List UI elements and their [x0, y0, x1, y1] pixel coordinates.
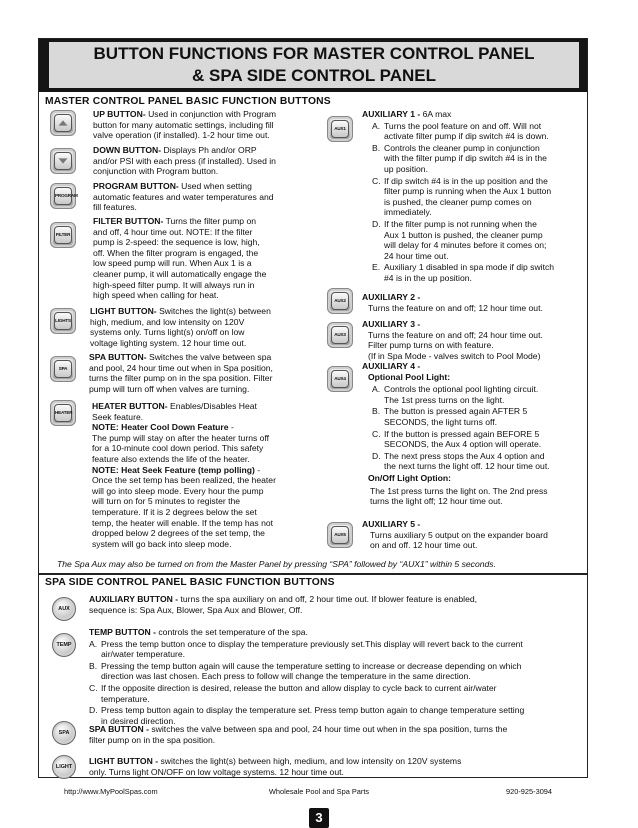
spaside-spa-desc: SPA BUTTON - switches the valve between spa and pool, 24 hour time out when in the spa position, turns the filter pump on in the spa position.	[89, 724, 508, 745]
list-item-line: activate filter pump if dip switch #4 is down.	[384, 131, 549, 142]
list-item	[362, 176, 584, 218]
up-button-desc: UP BUTTON- Used in conjunction with Program button for many automatic settings, including fill valve operation (if installed). 1-2 hour time out.	[93, 109, 277, 141]
spaside-aux-desc: AUXILIARY BUTTON - turns the spa auxiliary on and off, 2 hour time out. If blower feature is enabled, sequence is: Spa Aux, Blower, Spa Aux and Blower, Off.	[89, 594, 478, 615]
filter-button-image: FILTER	[50, 222, 76, 248]
list-item-line: Pressing the temp button again will cause the temperature setting to increase or decrease depending on which	[101, 660, 522, 671]
title-line-2: & SPA SIDE CONTROL PANEL	[191, 66, 436, 85]
aux1-items	[362, 121, 584, 284]
aux3-desc: AUXILIARY 3 - Turns the feature on and off; 24 hour time out. Filter pump turns on with feature. (If in Spa Mode - valves switch to Pool Mode)	[362, 319, 543, 361]
down-button-desc: DOWN BUTTON- Displays Ph and/or ORP and/or PSI with each press (if installed). Used in conjunction with Program button.	[93, 145, 276, 177]
list-item-marker: B.	[89, 660, 98, 671]
list-item-text	[384, 429, 541, 450]
list-item-marker: A.	[89, 638, 98, 649]
list-item-text	[384, 262, 554, 283]
spaside-aux-button-image: AUX	[52, 597, 76, 621]
list-item-line: If dip switch #4 is in the up position and the	[384, 175, 548, 186]
list-item-line: will delay for 4 minutes before it comes on;	[384, 240, 547, 251]
aux3-button-image: AUX3	[327, 322, 353, 348]
list-item-line: the next turns the light off. 12 hour time out.	[384, 461, 550, 472]
list-item-text	[384, 384, 538, 405]
list-item-marker: E.	[372, 262, 381, 273]
list-item-text	[384, 143, 547, 175]
list-item	[362, 143, 584, 175]
list-item	[362, 451, 584, 472]
aux1-desc: AUXILIARY 1 - 6A max A. Turns the pool feature on and off. Will not activate filter pump if dip switch #4 is down. B. Controls the cleaner pump in conjunction with the filter pump if dip switch #4 is in the up position. C. If dip switch #4 is in the up position and the filter pump is running when the Aux 1 button is pushed, the cleaner pump comes on immediately. D. If the filter pump is not running when the Aux 1 button is pushed, the cleaner pump will delay for 4 minutes before it comes on; 24 hour time out. E. Auxiliary 1 disabled in spa mode if dip switch #4 is in the up position.	[362, 109, 584, 284]
list-item-line: Auxiliary 1 disabled in spa mode if dip switch	[384, 262, 555, 273]
spaside-section-title: SPA SIDE CONTROL PANEL BASIC FUNCTION BUTTONS	[45, 577, 335, 588]
lights-button-image: LIGHTS	[50, 308, 76, 334]
up-button-image	[50, 110, 76, 136]
list-item-line: filter pump is running when the Aux 1 button	[384, 186, 552, 197]
list-item-marker: B.	[372, 142, 381, 153]
list-item-line: Aux 1 button is pushed, the cleaner pump	[384, 229, 543, 240]
master-section-title: MASTER CONTROL PANEL BASIC FUNCTION BUTTONS	[45, 96, 331, 107]
spaside-light-button-image: LIGHT	[52, 755, 76, 779]
list-item-line: is pushed, the cleaner pump comes on	[384, 196, 532, 207]
list-item-line: The 1st press turns on the light.	[384, 394, 505, 405]
temp-items	[89, 639, 585, 727]
aux1-button-image: AUX1	[327, 116, 353, 142]
light-button-desc: LIGHT BUTTON- Switches the light(s) between high, medium, and low intensity on 120V systems only. Turns light(s) on/off on low voltage lighting system. 12 hour time out.	[90, 306, 271, 348]
list-item-marker: B.	[372, 406, 381, 417]
spaside-spa-button-image: SPA	[52, 721, 76, 745]
list-item-line: Turns the pool feature on and off. Will not	[384, 120, 542, 131]
list-item-line: The next press stops the Aux 4 option and	[384, 450, 545, 461]
heater-button-image: HEATER	[50, 400, 76, 426]
title-line-1: BUTTON FUNCTIONS FOR MASTER CONTROL PANEL	[93, 44, 535, 63]
list-item-marker: D.	[372, 450, 381, 461]
list-item-line: Press the temp button once to display the temperature previously set.This display will revert back to the current	[101, 638, 523, 649]
down-button-image	[50, 148, 76, 174]
list-item	[362, 262, 584, 283]
list-item-text	[384, 176, 551, 218]
list-item	[362, 406, 584, 427]
list-item-line: Press temp button again to display the temperature set. Press temp button again to change temperature setting	[101, 705, 525, 716]
list-item-marker: D.	[89, 705, 98, 716]
list-item-marker: C.	[372, 428, 381, 439]
page-number: 3	[309, 808, 329, 828]
footer-center: Wholesale Pool and Spa Parts	[268, 787, 370, 796]
page-title	[49, 42, 579, 88]
list-item-line: immediately.	[384, 207, 432, 218]
filter-button-desc: FILTER BUTTON- Turns the filter pump on and off, 4 hour time out. NOTE: If the filter pump is 2-speed: the sequence is low, high, off. When the filter program is engaged, the low speed pump will run. When Aux 1 is a cleaner pump, it will automatically engage the high-speed filter pump. It will always run in high speed when calling for heat.	[93, 216, 267, 301]
list-item-text	[384, 406, 527, 427]
up-arrow-icon	[55, 115, 71, 131]
list-item-line: If the opposite direction is desired, release the button and allow display to cycle back to current air/water	[101, 682, 497, 693]
aux2-button-image: AUX2	[327, 288, 353, 314]
list-item-text	[384, 121, 549, 142]
down-arrow-icon	[55, 153, 71, 169]
list-item-line: SECONDS, the Aux 4 option will operate.	[384, 439, 542, 450]
list-item-text	[384, 219, 546, 261]
aux4-desc: AUXILIARY 4 - Optional Pool Light: A. Controls the optional pool lighting circuit. The 1st press turns on the light. B. The button is pressed again AFTER 5 SECONDS, the light turns off. C. If the button is pressed again BEFORE 5 SECONDS, the Aux 4 option will operate. D. The next press stops the Aux 4 option and the next turns the light off. 12 hour time out. On/Off Light Option: The 1st press turns the light on. The 2nd press turns the light off; 12 hour time out.	[362, 361, 584, 507]
list-item-line: temperature.	[101, 693, 150, 704]
list-item-marker: A.	[372, 384, 381, 395]
list-item-text	[384, 451, 550, 472]
heater-button-desc: HEATER BUTTON- Enables/Disables Heat Seek feature. NOTE: Heater Cool Down Feature - The pump will stay on after the heater turns off for a 10-minute cool down period. This safety feature also extends the life of the heater. NOTE: Heat Seek Feature (temp polling) - Once the set temp has been realized, the heater will go into sleep mode. Every hour the pump will turn on for 5 minutes to register the temperature. If it is 2 degrees below the set temp, the heater will enable. If the temp has not dropped below 2 degrees of the set temp, the system will go back into sleep mode.	[92, 401, 276, 549]
list-item-line: up position.	[384, 163, 428, 174]
footer-phone: 920-925-3094	[506, 787, 553, 796]
spaside-temp-button-image: TEMP	[52, 633, 76, 657]
list-item-line: in desired direction.	[101, 715, 176, 726]
list-item	[362, 384, 584, 405]
aux4-button-image: AUX4	[327, 366, 353, 392]
list-item-line: Controls the optional pool lighting circuit.	[384, 384, 539, 395]
list-item-marker: C.	[89, 682, 98, 693]
list-item-text	[101, 661, 521, 682]
spaside-temp-desc: TEMP BUTTON - controls the set temperature of the spa. A. Press the temp button once to display the temperature previously set.This display will revert back to the current air/water temperature. B. Pressing the temp button again will cause the temperature setting to increase or decrease depending on which direction was last chosen. Each press to follow will change the temperature in the same direction. C. If the opposite direction is desired, release the button and allow display to cycle back to current air/water temperature. D. Press temp button again to display the temperature set. Press temp button again to change temperature setting in desired direction.	[89, 627, 585, 726]
list-item-text	[101, 639, 523, 660]
footer-url[interactable]: http://www.MyPoolSpas.com	[64, 787, 158, 796]
aux5-button-image: AUX5	[327, 522, 353, 548]
list-item-line: Controls the cleaner pump in conjunction	[384, 142, 540, 153]
list-item-line: If the filter pump is not running when the	[384, 218, 537, 229]
list-item	[89, 639, 585, 660]
list-item-marker: D.	[372, 218, 381, 229]
section-divider	[39, 573, 587, 575]
spaside-light-desc: LIGHT BUTTON - switches the light(s) between high, medium, and low intensity on 120V systems only. Turns light ON/OFF on low voltage systems. 12 hour time out.	[89, 756, 462, 777]
list-item-line: 24 hour time out.	[384, 250, 449, 261]
list-item-line: direction was last chosen. Each press to follow will change the temperature in the same direction.	[101, 671, 471, 682]
aux5-desc: AUXILIARY 5 - Turns auxiliary 5 output on the expander board on and off. 12 hour time out.	[362, 519, 548, 551]
program-button-desc: PROGRAM BUTTON- Used when setting automatic features and water temperatures and fill features.	[93, 181, 274, 213]
list-item	[89, 661, 585, 682]
list-item	[89, 683, 585, 704]
master-footnote: The Spa Aux may also be turned on from the Master Panel by pressing “SPA” followed by “AUX1” within 5 seconds.	[57, 559, 496, 569]
list-item-marker: A.	[372, 120, 381, 131]
list-item-line: #4 is in the up position.	[384, 272, 472, 283]
list-item-line: air/water temperature.	[101, 649, 186, 660]
spa-button-desc: SPA BUTTON- Switches the valve between spa and pool, 24 hour time out when in Spa position, turns the filter pump on in the spa position. Filter pump will turn off when valves are turning.	[89, 352, 273, 394]
list-item	[362, 429, 584, 450]
list-item-line: SECONDS, the light turns off.	[384, 416, 498, 427]
spa-button-image: SPA	[50, 356, 76, 382]
list-item-line: The button is pressed again AFTER 5	[384, 406, 528, 417]
aux4-items	[362, 384, 584, 472]
list-item-line: If the button is pressed again BEFORE 5	[384, 428, 540, 439]
list-item-text	[101, 683, 497, 704]
list-item-line: with the filter pump if dip switch #4 is in the	[384, 153, 547, 164]
list-item-marker: C.	[372, 175, 381, 186]
aux2-desc: AUXILIARY 2 - Turns the feature on and off; 12 hour time out.	[362, 292, 543, 313]
list-item	[362, 121, 584, 142]
program-button-image: PROGRAM	[50, 183, 76, 209]
list-item	[362, 219, 584, 261]
